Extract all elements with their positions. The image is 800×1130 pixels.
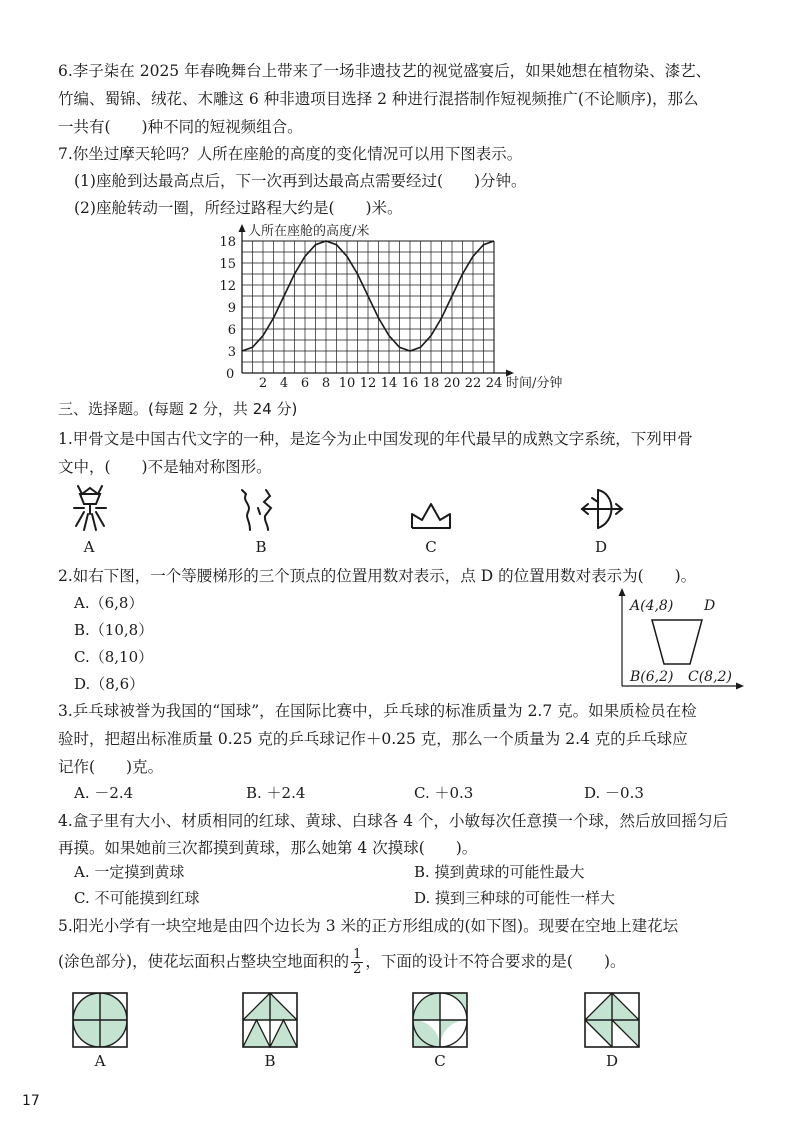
trapezoid: [652, 620, 702, 664]
point-c-label: C(8,2): [688, 669, 732, 685]
y-tick-label: 18: [219, 235, 236, 250]
q7-sub1: (1)座舱到达最高点后，下一次再到达最高点需要经过( )分钟。: [74, 172, 527, 190]
q3-option-d: D. －0.3: [584, 784, 644, 802]
chart-ticks: [219, 235, 502, 391]
y-tick-label: 3: [227, 345, 236, 360]
q5-label-c: C: [434, 1052, 446, 1070]
x-tick-label: 6: [300, 376, 310, 391]
x-tick-label: 12: [359, 376, 377, 391]
q5-line2-end: ，下面的设计不符合要求的是( )。: [365, 952, 626, 971]
q5-line2-start: (涂色部分)，使花坛面积占整块空地面积的: [58, 952, 350, 971]
point-a-label: A(4,8): [630, 598, 674, 614]
x-tick-label: 16: [401, 376, 419, 391]
oracle-char-b: [238, 484, 282, 536]
trapezoid-figure: [612, 588, 752, 690]
oracle-char-c: [408, 498, 454, 534]
q4-line1: 4.盒子里有大小、材质相同的红球、黄球、白球各 4 个，小敏每次任意摸一个球，然后放回摇匀后: [58, 812, 729, 830]
q2-option-a: A.（6,8）: [74, 594, 144, 612]
q1-label-d: D: [594, 538, 608, 556]
q2-option-d: D.（8,6）: [74, 675, 145, 693]
q5-label-a: A: [94, 1052, 106, 1070]
q2-option-b: B.（10,8）: [74, 621, 154, 639]
y-axis-label: 人所在座舱的高度/米: [248, 224, 370, 239]
origin-label: 0: [226, 367, 235, 382]
x-tick-label: 22: [464, 376, 482, 391]
q1-line1: 1.甲骨文是中国古代文字的一种，是迄今为止中国发现的年代最早的成熟文字系统，下列甲骨: [58, 430, 693, 448]
q4-option-b: B. 摸到黄球的可能性最大: [414, 863, 585, 881]
q3-line2: 验时，把超出标准质量 0.25 克的乒乓球记作＋0.25 克，那么一个质量为 2.4 克的乒乓球应: [58, 730, 688, 748]
y-tick-label: 6: [227, 323, 236, 338]
height-time-chart: [210, 220, 590, 392]
q1-label-a: A: [83, 538, 95, 556]
q7-sub2: (2)座舱转动一圈，所经过路程大约是( )米。: [74, 199, 403, 217]
x-tick-label: 4: [279, 376, 289, 391]
point-d-label: D: [704, 598, 716, 614]
q3-option-c: C. ＋0.3: [414, 784, 474, 802]
q4-line2: 再摸。如果她前三次都摸到黄球，那么她第 4 次摸球( )。: [58, 839, 478, 857]
section-3-title: 三、选择题。(每题 2 分，共 24 分): [58, 400, 298, 418]
garden-design-b: [242, 992, 298, 1048]
x-tick-label: 14: [380, 376, 398, 391]
q2-option-c: C.（8,10）: [74, 648, 154, 666]
chart-grid: [242, 241, 494, 373]
x-tick-label: 24: [485, 376, 503, 391]
fraction-numerator: 1: [353, 947, 362, 962]
page-number: 17: [22, 1093, 40, 1109]
garden-design-c: [412, 992, 468, 1048]
q5-line1: 5.阳光小学有一块空地是由四个边长为 3 米的正方形组成的(如下图)。现要在空地上建花坛: [58, 917, 679, 935]
q6-line3: 一共有( )种不同的短视频组合。: [58, 118, 303, 136]
x-tick-label: 20: [443, 376, 461, 391]
x-tick-label: 2: [258, 376, 268, 391]
y-tick-label: 9: [227, 301, 236, 316]
fraction-denominator: 2: [353, 962, 362, 977]
one-half-fraction: [351, 948, 363, 977]
q1-line2: 文中，( )不是轴对称图形。: [58, 458, 272, 476]
q1-label-b: B: [255, 538, 267, 556]
q3-option-b: B. ＋2.4: [246, 784, 306, 802]
y-tick-label: 12: [219, 279, 236, 294]
x-axis-label: 时间/分钟: [506, 376, 563, 391]
q5-label-b: B: [264, 1052, 276, 1070]
oracle-char-a: [66, 480, 116, 536]
q2-line1: 2.如右下图，一个等腰梯形的三个顶点的位置用数对表示，点 D 的位置用数对表示为( )。: [58, 567, 697, 585]
x-tick-label: 10: [338, 376, 356, 391]
point-b-label: B(6,2): [630, 669, 674, 685]
q7-line1: 7.你坐过摩天轮吗？人所在座舱的高度的变化情况可以用下图表示。: [58, 145, 523, 163]
q3-line3: 记作( )克。: [58, 758, 164, 776]
q6-line1: 6.李子柒在 2025 年春晚舞台上带来了一场非遗技艺的视觉盛宴后，如果她想在植物染、漆艺、: [58, 62, 712, 80]
x-tick-label: 18: [422, 376, 440, 391]
q3-line1: 3.乒乓球被誉为我国的“国球”，在国际比赛中，乒乓球的标准质量为 2.7 克。如果质检员在检: [58, 702, 697, 720]
q3-option-a: A. －2.4: [74, 784, 134, 802]
garden-design-a: [72, 992, 128, 1048]
x-tick-label: 8: [321, 376, 331, 391]
y-tick-label: 15: [219, 257, 236, 272]
oracle-char-d: [578, 486, 626, 532]
garden-design-d: [584, 992, 640, 1048]
q4-option-a: A. 一定摸到黄球: [74, 863, 185, 881]
q5-label-d: D: [605, 1052, 619, 1070]
q5-line2: [58, 948, 626, 977]
q6-line2: 竹编、蜀锦、绒花、木雕这 6 种非遗项目选择 2 种进行混搭制作短视频推广(不论顺序)，那么: [58, 90, 699, 108]
y-axis-arrow: [239, 224, 246, 232]
q1-label-c: C: [425, 538, 437, 556]
q4-option-d: D. 摸到三种球的可能性一样大: [414, 889, 616, 907]
q4-option-c: C. 不可能摸到红球: [74, 889, 200, 907]
